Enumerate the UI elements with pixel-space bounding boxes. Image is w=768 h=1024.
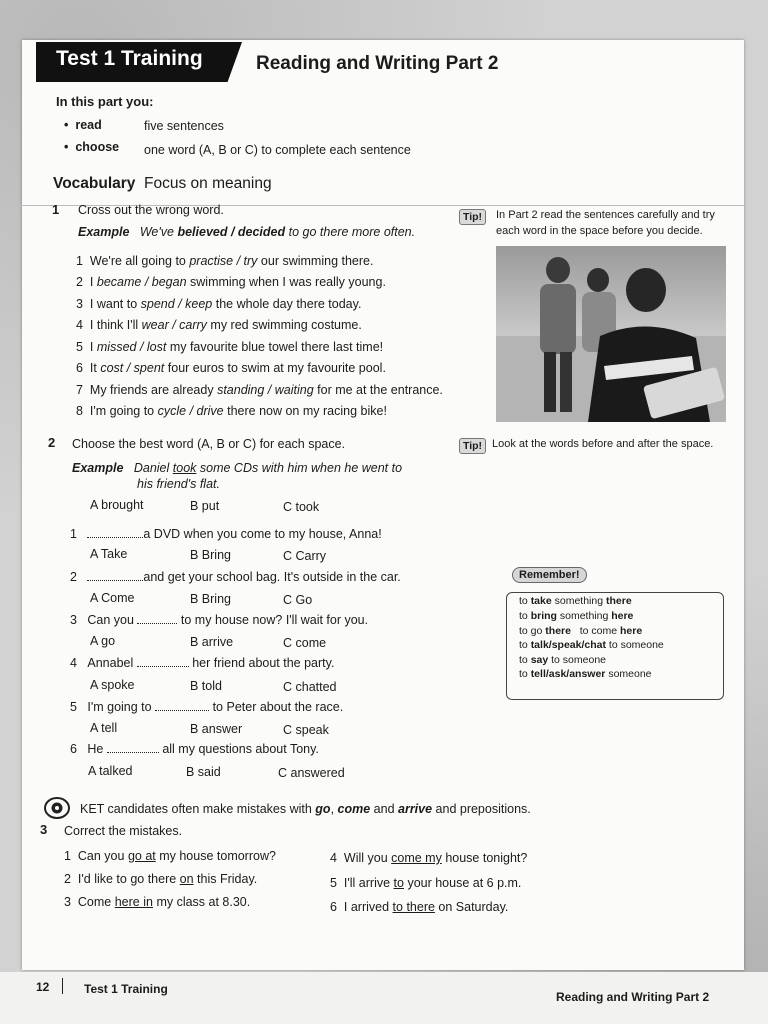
option: B arrive	[190, 635, 234, 649]
footer-left-label: Test 1 Training	[84, 982, 168, 996]
ex2-question: 6 He all my questions about Tony.	[70, 742, 319, 756]
ket-note: KET candidates often make mistakes with go, come and arrive and prepositions.	[80, 802, 531, 816]
ex3-instruction: Correct the mistakes.	[64, 824, 183, 838]
ket-icon	[44, 796, 70, 825]
ex3-item: 6 I arrived to there on Saturday.	[330, 900, 509, 914]
list-item: 7 My friends are already standing / waiting for me at the entrance.	[76, 383, 443, 397]
option: A go	[90, 634, 116, 648]
ex2-question: 3 Can you to my house now? I'll wait for you.	[70, 613, 369, 627]
option: B answer	[190, 722, 243, 736]
intro-item-desc: one word (A, B or C) to complete each sentence	[144, 143, 411, 157]
option: B Bring	[190, 592, 231, 606]
list-item: 5 I missed / lost my favourite blue towel there last time!	[76, 340, 384, 354]
option: C speak	[283, 723, 329, 737]
list-item: 8 I'm going to cycle / drive there now on my racing bike!	[76, 404, 387, 418]
option: A talked	[88, 764, 133, 778]
option: C took	[283, 500, 320, 514]
remember-line: to tell/ask/answer someone	[519, 668, 652, 680]
option: B told	[190, 679, 222, 693]
vocab-heading: Vocabulary Focus on meaning	[53, 175, 272, 192]
ex3-item: 1 Can you go at my house tomorrow?	[64, 849, 276, 863]
ex3-item: 2 I'd like to go there on this Friday.	[64, 872, 258, 886]
intro-item-desc: five sentences	[144, 119, 224, 133]
remember-line: to bring something here	[519, 610, 634, 622]
option: A tell	[90, 721, 118, 735]
tip-badge: Tip!	[459, 438, 486, 454]
remember-line: to go there to come here	[519, 625, 643, 637]
test-label: Test 1 Training	[56, 47, 203, 70]
list-item: 1 We're all going to practise / try our swimming there.	[76, 254, 374, 268]
ex2-question: 1 a DVD when you come to my house, Anna!	[70, 527, 382, 541]
tip-text: Look at the words before and after the space.	[492, 438, 714, 450]
intro-item: • choose	[64, 140, 120, 154]
ex2-question: 2 and get your school bag. It's outside in the car.	[70, 570, 401, 584]
page-number: 12	[36, 980, 50, 994]
ex1-instruction: Cross out the wrong word.	[78, 203, 224, 217]
option: B put	[190, 499, 220, 513]
footer-right-label: Reading and Writing Part 2	[556, 990, 710, 1004]
option: C chatted	[283, 680, 337, 694]
remember-line: to say to someone	[519, 654, 607, 666]
ex1-number: 1	[52, 202, 60, 217]
option: A spoke	[90, 678, 135, 692]
ex2-example: Example Daniel took some CDs with him when he went to	[72, 461, 403, 475]
remember-line: to take something there	[519, 595, 632, 607]
option: A brought	[90, 498, 144, 512]
part-title: Reading and Writing Part 2	[256, 53, 499, 74]
ex3-item: 5 I'll arrive to your house at 6 p.m.	[330, 876, 522, 890]
tip-badge: Tip!	[459, 209, 486, 225]
remember-label: Remember!	[512, 567, 587, 583]
option: C answered	[278, 766, 345, 780]
ex1-example: Example We've believed / decided to go there more often.	[78, 225, 416, 239]
tip-text: In Part 2 read the sentences carefully and try each word in the space before you decide.	[496, 209, 715, 237]
intro-item: • read	[64, 118, 102, 132]
intro-heading: In this part you:	[56, 94, 154, 109]
list-item: 4 I think I'll wear / carry my red swimming costume.	[76, 318, 362, 332]
ex2-instruction: Choose the best word (A, B or C) for each space.	[72, 437, 346, 451]
photo-boys-swimming	[496, 246, 726, 422]
ex3-item: 4 Will you come my house tonight?	[330, 851, 528, 865]
ex3-number: 3	[40, 822, 48, 837]
list-item: 6 It cost / spent four euros to swim at my favourite pool.	[76, 361, 386, 375]
list-item: 2 I became / began swimming when I was really young.	[76, 275, 386, 289]
ex2-number: 2	[48, 435, 56, 450]
option: C Go	[283, 593, 313, 607]
option: A Take	[90, 547, 128, 561]
list-item: 3 I want to spend / keep the whole day there today.	[76, 297, 362, 311]
photo-illustration	[496, 246, 726, 422]
remember-line: to talk/speak/chat to someone	[519, 639, 664, 651]
footer-divider	[62, 978, 63, 994]
option: A Come	[90, 591, 135, 605]
ex2-example-cont: his friend's flat.	[137, 477, 220, 491]
ex2-question: 5 I'm going to to Peter about the race.	[70, 700, 344, 714]
ex3-item: 3 Come here in my class at 8.30.	[64, 895, 251, 909]
ex2-question: 4 Annabel her friend about the party.	[70, 656, 335, 670]
option: B Bring	[190, 548, 231, 562]
option: C come	[283, 636, 327, 650]
option: B said	[186, 765, 221, 779]
option: C Carry	[283, 549, 327, 563]
